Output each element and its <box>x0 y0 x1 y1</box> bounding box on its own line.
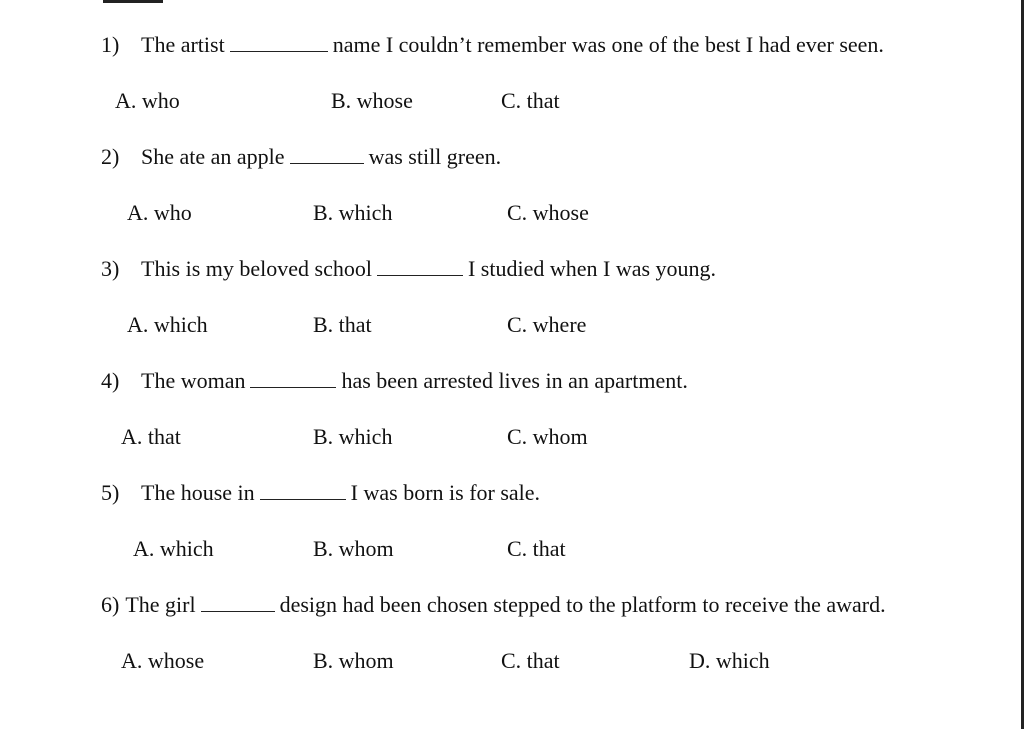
question-text-before: This is my beloved school <box>141 256 372 281</box>
q5-option-c[interactable]: C. that <box>507 536 566 561</box>
question-number: 6) <box>101 592 120 617</box>
q4-option-c[interactable]: C. whom <box>507 424 588 449</box>
q3-option-c[interactable]: C. where <box>507 312 587 337</box>
q3-option-a[interactable]: A. which <box>127 312 208 337</box>
question-1 <box>101 32 884 58</box>
q5-option-a[interactable]: A. which <box>133 536 214 561</box>
question-text-after: I was born is for sale. <box>350 480 541 505</box>
q6-option-a[interactable]: A. whose <box>121 648 205 673</box>
q2-option-c[interactable]: C. whose <box>507 200 589 225</box>
question-text-after: was still green. <box>368 144 502 169</box>
q3-option-b[interactable]: B. that <box>313 312 372 337</box>
q4-option-a[interactable]: A. that <box>121 424 181 449</box>
question-text-after: I studied when I was young. <box>467 256 717 281</box>
answer-blank[interactable] <box>201 593 275 612</box>
answer-blank[interactable] <box>377 257 463 276</box>
question-text-before: The woman <box>141 368 246 393</box>
question-number: 1) <box>101 32 120 57</box>
q6-option-b[interactable]: B. whom <box>313 648 394 673</box>
question-3 <box>101 256 716 282</box>
question-number: 3) <box>101 256 120 281</box>
answer-blank[interactable] <box>230 33 328 52</box>
question-text-before: The house in <box>141 480 255 505</box>
question-number: 4) <box>101 368 120 393</box>
top-edge-mark <box>103 0 163 3</box>
q1-option-c[interactable]: C. that <box>501 88 560 113</box>
q6-option-c[interactable]: C. that <box>501 648 560 673</box>
answer-blank[interactable] <box>290 145 364 164</box>
q1-option-b[interactable]: B. whose <box>331 88 413 113</box>
question-5 <box>101 480 540 506</box>
question-2 <box>101 144 501 170</box>
answer-blank[interactable] <box>260 481 346 500</box>
q5-option-b[interactable]: B. whom <box>313 536 394 561</box>
question-text-before: The artist <box>141 32 225 57</box>
question-text-after: design had been chosen stepped to the platform to receive the award. <box>279 592 886 617</box>
question-number: 2) <box>101 144 120 169</box>
q6-option-d[interactable]: D. which <box>689 648 770 673</box>
question-number: 5) <box>101 480 120 505</box>
question-6 <box>101 592 886 618</box>
question-4 <box>101 368 688 394</box>
question-text-before: She ate an apple <box>141 144 285 169</box>
answer-blank[interactable] <box>250 369 336 388</box>
q2-option-b[interactable]: B. which <box>313 200 393 225</box>
q1-option-a[interactable]: A. who <box>115 88 180 113</box>
question-text-before: The girl <box>125 592 196 617</box>
q4-option-b[interactable]: B. which <box>313 424 393 449</box>
q2-option-a[interactable]: A. who <box>127 200 192 225</box>
question-text-after: has been arrested lives in an apartment. <box>341 368 688 393</box>
question-text-after: name I couldn’t remember was one of the best I had ever seen. <box>332 32 884 57</box>
